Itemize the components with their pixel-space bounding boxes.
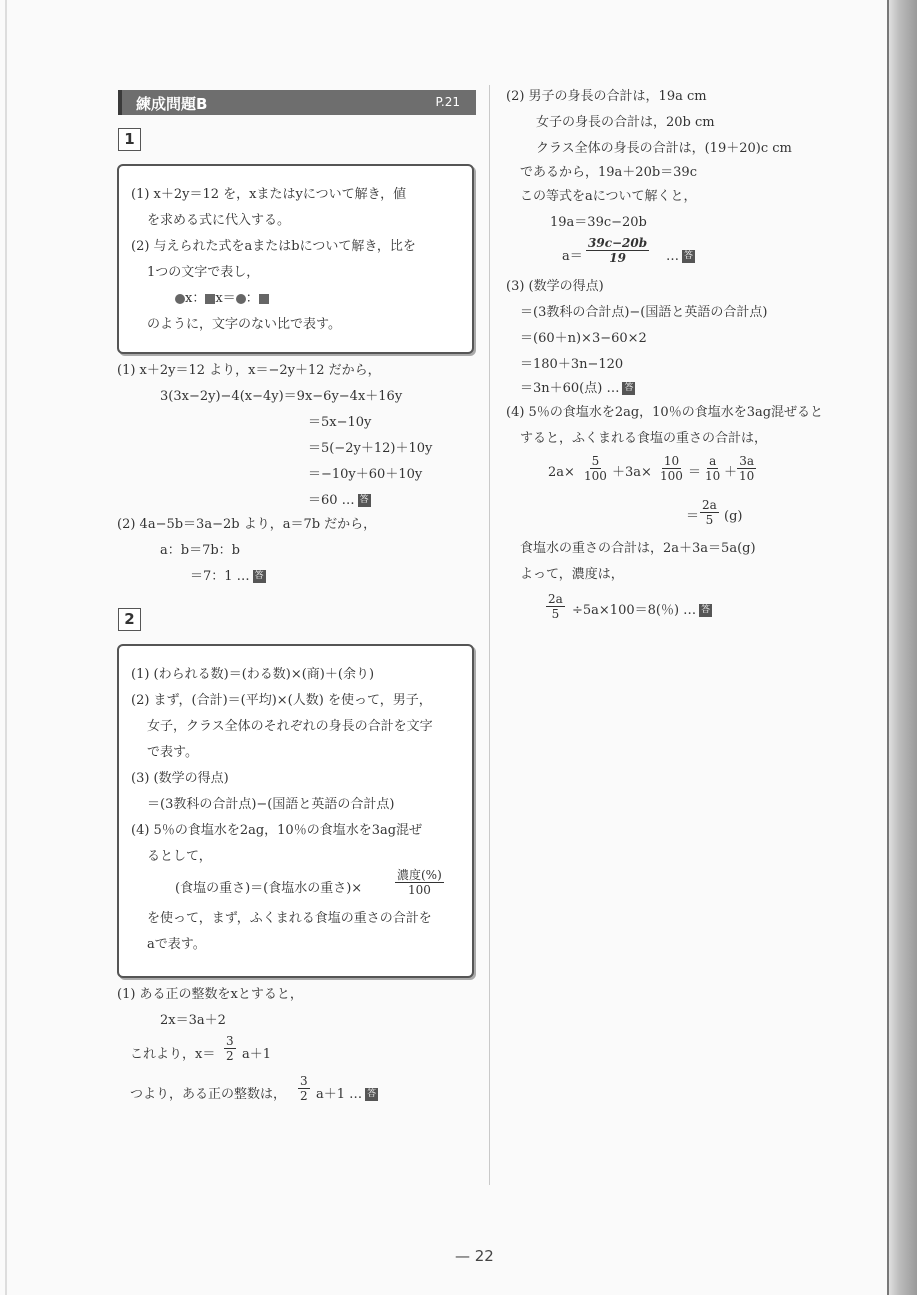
- fraction-denominator: 100: [660, 469, 683, 483]
- sol2-3-line: ＝180＋3n−120: [520, 357, 624, 372]
- hint1-shape-ratio: [175, 290, 269, 308]
- hint1-line: (1) x＋2y＝12 を，xまたはyについて解き，値: [131, 187, 407, 202]
- sol2-4-line: 食塩水の重さの合計は，2a＋3a＝5a(g): [520, 541, 756, 556]
- answer-text: ＝7：1 …: [190, 569, 250, 584]
- answer-mark-icon: 答: [359, 495, 369, 505]
- fraction-numerator: 2a: [702, 498, 717, 512]
- fraction-denominator: 5: [705, 513, 714, 527]
- hint1-ratio-part: x＝: [215, 291, 236, 306]
- column-divider: [489, 85, 490, 1185]
- answer-text: a＋1 …: [316, 1087, 363, 1102]
- sol2-1-answer: [316, 1086, 378, 1104]
- sol2-3-line: ＝(3教科の合計点)−(国語と英語の合計点): [520, 305, 768, 320]
- hint2-line: を使って，まず，ふくまれる食塩の重さの合計を: [147, 911, 432, 926]
- fraction-numerator: 39c−20b: [588, 236, 648, 250]
- hint1-ratio-part: ：: [245, 291, 259, 306]
- sol1-2-line: a：b＝7b：b: [160, 543, 240, 558]
- fraction-numerator: 10: [663, 454, 680, 468]
- sol2-4-expr: 2a×: [548, 465, 575, 480]
- section-title: 練成問題B: [136, 95, 208, 113]
- sol2-4-fraction: [582, 454, 609, 483]
- sol2-3-answer: [520, 380, 635, 398]
- sol2-1-line: 2x＝3a＋2: [160, 1013, 226, 1028]
- answer-text: ＝3n＋60(点) …: [520, 381, 620, 396]
- fraction-denominator: 10: [705, 469, 721, 483]
- answer-mark-icon: 答: [367, 1089, 377, 1099]
- answer-mark-icon: 答: [683, 251, 693, 261]
- sol1-1-line: ＝−10y＋60＋10y: [308, 467, 423, 482]
- fraction-denominator: 100: [407, 883, 431, 897]
- sol1-1-line: 3(3x−2y)−4(x−4y)＝9x−6y−4x＋16y: [160, 389, 403, 404]
- hint2-line: (食塩の重さ)＝(食塩水の重さ)×: [175, 881, 363, 896]
- sol2-2-line: この等式をaについて解くと，: [520, 189, 697, 204]
- hint1-line: 1つの文字で表し，: [147, 265, 260, 280]
- answer-text: ＝60 …: [308, 493, 355, 508]
- sol2-4-expr: ＝: [686, 509, 700, 524]
- hint2-line: ＝(3教科の合計点)−(国語と英語の合計点): [147, 797, 395, 812]
- sol2-4-line: すると，ふくまれる食塩の重さの合計は，: [520, 431, 768, 446]
- sol2-4-line: よって，濃度は，: [520, 567, 624, 582]
- circle-shape-icon: [236, 294, 246, 304]
- sol1-1-line: ＝5x−10y: [308, 415, 372, 430]
- page-edge-line: [887, 0, 889, 1295]
- fraction-numerator: 3: [300, 1074, 308, 1088]
- hint2-line: るとして，: [147, 849, 212, 864]
- fraction-numerator: 2a: [548, 592, 563, 606]
- fraction-denominator: 5: [551, 607, 560, 621]
- sol2-4-expr: ＋: [724, 465, 738, 480]
- sol2-1-line: (1) ある正の整数をxとすると，: [117, 987, 303, 1002]
- sol1-2-line: (2) 4a−5b＝3a−2b より，a＝7b だから，: [117, 517, 377, 532]
- hint1-line: (2) 与えられた式をaまたはbについて解き，比を: [131, 239, 416, 254]
- sol2-2-line: であるから，19a＋20b＝39c: [520, 165, 697, 180]
- hint2-line: (3) (数学の得点): [131, 771, 229, 786]
- hint1-line: を求める式に代入する。: [147, 213, 291, 228]
- page-edge-shadow: [887, 0, 917, 1295]
- hint-box-2: [117, 644, 474, 978]
- square-shape-icon: [205, 294, 215, 304]
- circle-shape-icon: [175, 294, 185, 304]
- page-reference: P.21: [435, 95, 460, 109]
- sol2-1-line: a＋1: [242, 1047, 272, 1062]
- sol2-4-expr: ＝: [688, 465, 702, 480]
- sol2-2-line: (2) 男子の身長の合計は，19a cm: [506, 89, 707, 104]
- answer-text: ÷5a×100＝8(％) …: [572, 603, 697, 618]
- fraction-denominator: 19: [609, 251, 626, 265]
- fraction-numerator: 5: [591, 454, 600, 468]
- hint2-line: (4) 5％の食塩水を2ag，10％の食塩水を3ag混ぜ: [131, 823, 423, 838]
- sol2-1-line: つより，ある正の整数は，: [130, 1087, 287, 1102]
- sol2-1-fraction: [224, 1034, 236, 1063]
- sol2-4-fraction: [700, 498, 719, 527]
- sol2-4-line: (4) 5％の食塩水を2ag，10％の食塩水を3ag混ぜると: [506, 405, 824, 420]
- sol1-2-answer: [190, 568, 266, 586]
- fraction-denominator: 2: [226, 1049, 234, 1063]
- sol2-2-line: クラス全体の身長の合計は，(19＋20)c cm: [536, 141, 792, 156]
- sol1-1-answer: [308, 492, 371, 510]
- page-number: — 22: [455, 1247, 494, 1265]
- sol2-3-line: (3) (数学の得点): [506, 279, 604, 294]
- sol2-4-fraction: [546, 592, 565, 621]
- fraction-numerator: 3a: [739, 454, 755, 468]
- sol2-4-fraction: [658, 454, 685, 483]
- sol2-1-line: これより，x＝: [130, 1047, 216, 1062]
- hint2-line: で表す。: [147, 745, 198, 760]
- sol2-4-expr: (g): [724, 509, 743, 524]
- problem-number-2: 2: [118, 608, 141, 631]
- hint2-line: (2) まず，(合計)＝(平均)×(人数) を使って，男子，: [131, 693, 432, 708]
- sol2-2-fraction: [586, 236, 649, 265]
- fraction-denominator: 2: [300, 1089, 308, 1103]
- sol2-4-expr: ＋3a×: [612, 465, 652, 480]
- sol2-2-line: 女子の身長の合計は，20b cm: [536, 115, 715, 130]
- sol1-1-line: (1) x＋2y＝12 より，x＝−2y＋12 だから，: [117, 363, 381, 378]
- fraction-denominator: 100: [584, 469, 607, 483]
- answer-mark-icon: 答: [701, 605, 711, 615]
- sol2-2-answer: [666, 248, 695, 266]
- problem-number-1: 1: [118, 128, 141, 151]
- answer-text: …: [666, 249, 679, 264]
- sol1-1-line: ＝5(−2y＋12)＋10y: [308, 441, 433, 456]
- square-shape-icon: [259, 294, 269, 304]
- hint2-line: (1) (わられる数)＝(わる数)×(商)＋(余り): [131, 667, 375, 682]
- hint2-line: aで表す。: [147, 937, 206, 952]
- sol2-2-line: a＝: [562, 249, 583, 264]
- sol2-4-fraction: [703, 454, 722, 483]
- fraction-denominator: 10: [739, 469, 755, 483]
- hint1-ratio-part: x：: [185, 291, 206, 306]
- fraction-numerator: a: [709, 454, 717, 468]
- sol2-2-line: 19a＝39c−20b: [550, 215, 647, 230]
- sol2-4-answer: [572, 602, 712, 620]
- answer-mark-icon: 答: [254, 571, 264, 581]
- fraction-numerator: 3: [226, 1034, 234, 1048]
- hint-box-1: [117, 164, 474, 354]
- section-title-bar: [118, 90, 476, 115]
- fraction-numerator: 濃度(%): [397, 868, 442, 882]
- hint1-line: のように，文字のない比で表す。: [147, 317, 341, 332]
- sol2-4-fraction: [737, 454, 756, 483]
- hint2-fraction: [395, 868, 444, 897]
- left-margin-rule: [5, 0, 7, 1295]
- sol2-3-line: ＝(60＋n)×3−60×2: [520, 331, 647, 346]
- hint2-line: 女子，クラス全体のそれぞれの身長の合計を文字: [147, 719, 433, 734]
- sol2-1-fraction: [298, 1074, 310, 1103]
- answer-mark-icon: 答: [624, 383, 634, 393]
